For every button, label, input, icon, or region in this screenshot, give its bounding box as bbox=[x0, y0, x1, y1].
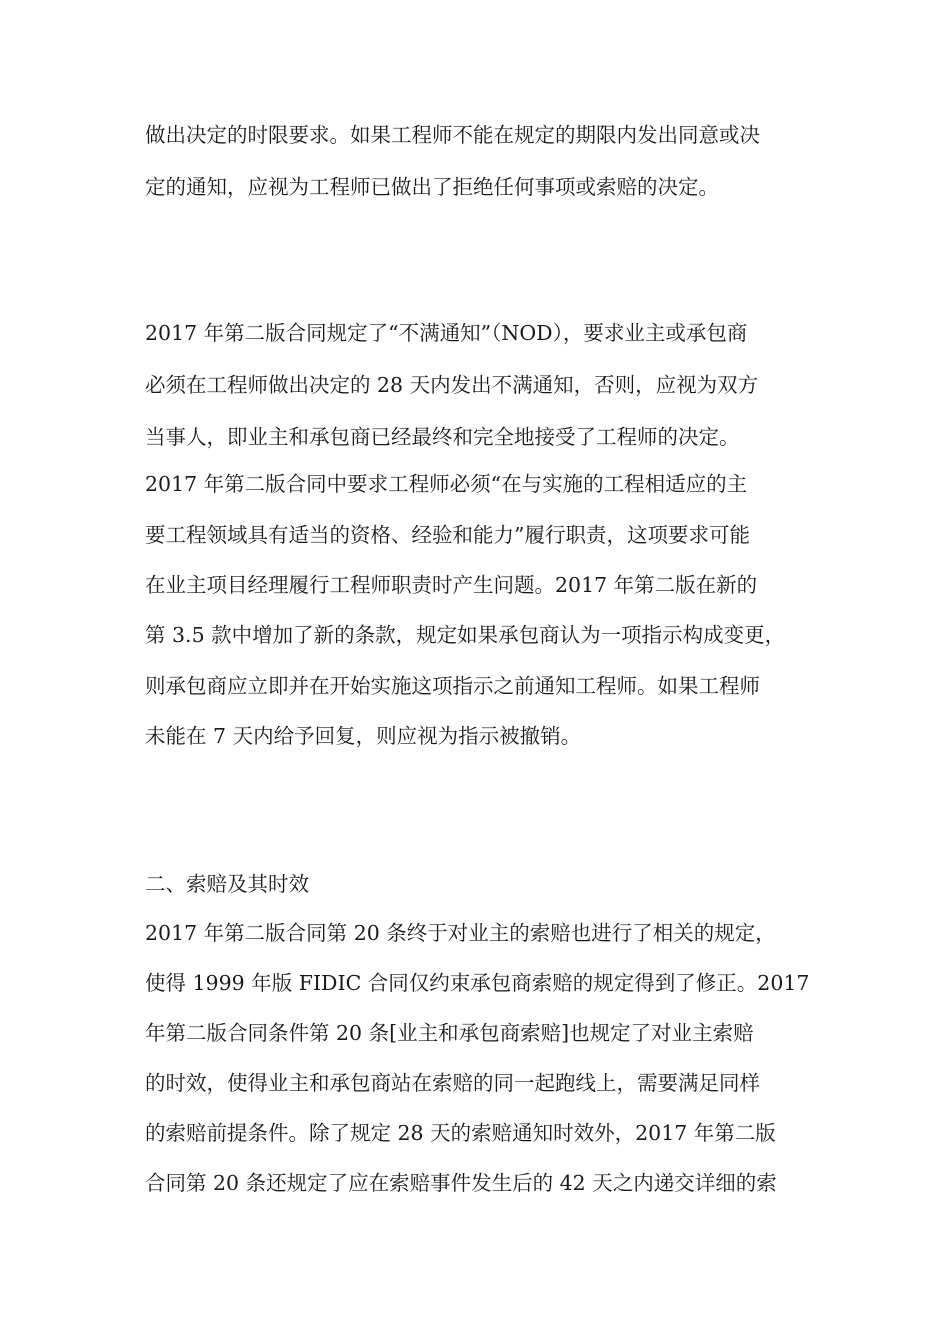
paragraph-line: 的时效，使得业主和承包商站在索赔的同一起跑线上，需要满足同样 bbox=[145, 1071, 760, 1095]
paragraph-line: 2017 年第二版合同中要求工程师必须“在与实施的工程相适应的主 bbox=[145, 472, 748, 496]
section-heading: 二、索赔及其时效 bbox=[145, 872, 309, 896]
paragraph-line: 第 3.5 款中增加了新的条款，规定如果承包商认为一项指示构成变更， bbox=[145, 623, 786, 647]
paragraph-line: 要工程领域具有适当的资格、经验和能力”履行职责，这项要求可能 bbox=[145, 523, 750, 547]
paragraph-line: 使得 1999 年版 FIDIC 合同仅约束承包商索赔的规定得到了修正。2017 bbox=[145, 971, 810, 995]
paragraph-line: 2017 年第二版合同第 20 条终于对业主的索赔也进行了相关的规定， bbox=[145, 921, 776, 945]
paragraph-line: 在业主项目经理履行工程师职责时产生问题。2017 年第二版在新的 bbox=[145, 573, 758, 597]
paragraph-line: 则承包商应立即并在开始实施这项指示之前通知工程师。如果工程师 bbox=[145, 674, 760, 698]
paragraph-line: 定的通知，应视为工程师已做出了拒绝任何事项或索赔的决定。 bbox=[145, 175, 719, 199]
paragraph-line: 未能在 7 天内给予回复，则应视为指示被撤销。 bbox=[145, 724, 582, 748]
paragraph-line: 必须在工程师做出决定的 28 天内发出不满通知，否则，应视为双方 bbox=[145, 373, 759, 397]
paragraph-line: 当事人，即业主和承包商已经最终和完全地接受了工程师的决定。 bbox=[145, 425, 740, 449]
paragraph-line: 做出决定的时限要求。如果工程师不能在规定的期限内发出同意或决 bbox=[145, 123, 760, 147]
paragraph-line: 的索赔前提条件。除了规定 28 天的索赔通知时效外，2017 年第二版 bbox=[145, 1121, 776, 1145]
paragraph-line: 2017 年第二版合同规定了“不满通知”（NOD），要求业主或承包商 bbox=[145, 321, 748, 345]
paragraph-line: 年第二版合同条件第 20 条[业主和承包商索赔]也规定了对业主索赔 bbox=[145, 1021, 754, 1045]
paragraph-line: 合同第 20 条还规定了应在索赔事件发生后的 42 天之内递交详细的索 bbox=[145, 1171, 777, 1195]
